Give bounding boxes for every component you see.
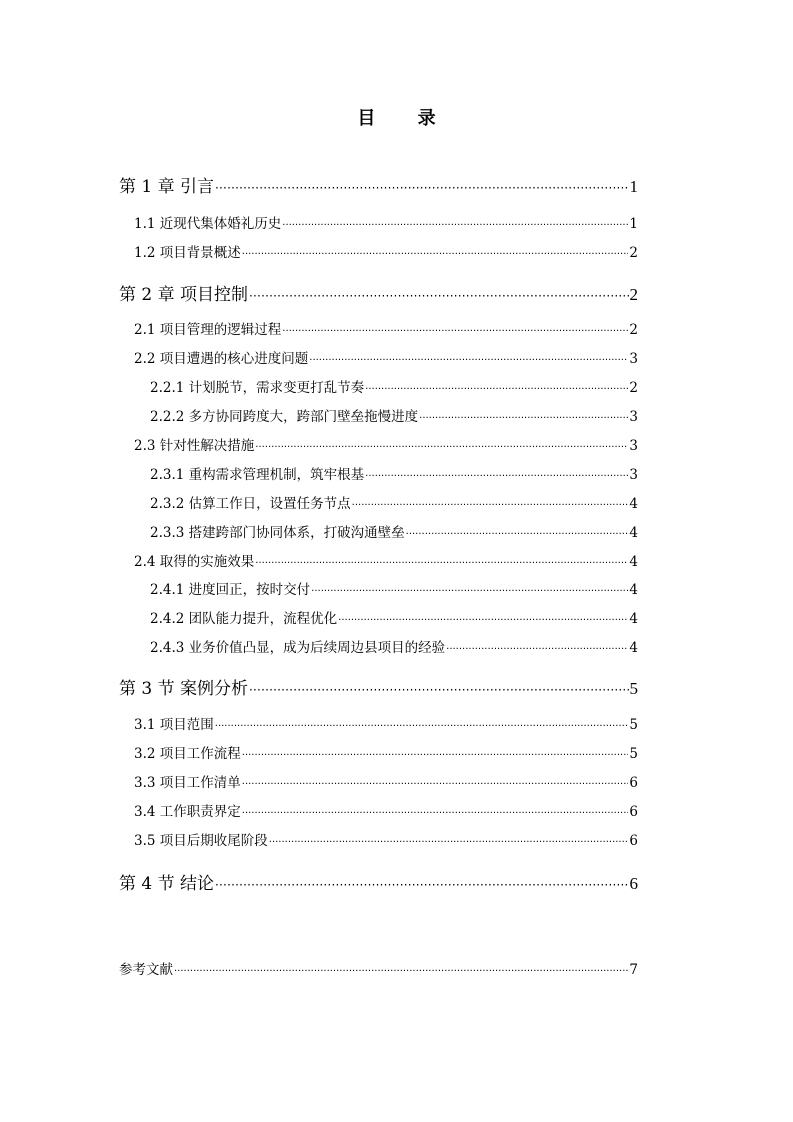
dot-leader	[311, 586, 628, 597]
toc-entry-page-number: 3	[629, 409, 638, 425]
dot-leader	[446, 644, 628, 655]
toc-entry-page-number: 3	[629, 351, 638, 367]
toc-entry-label: 2.4.1 进度回正，按时交付	[150, 582, 311, 598]
toc-entry-page-number: 2	[629, 322, 638, 338]
toc-entry-page-number: 2	[629, 285, 638, 304]
toc-entry-page-number: 4	[629, 554, 638, 570]
dot-leader	[174, 966, 628, 977]
toc-entry-page-number: 1	[629, 216, 638, 232]
toc-entry-label: 第 4 节 结论	[119, 874, 215, 894]
toc-entry-page-number: 3	[629, 438, 638, 454]
toc-entry-subsection[interactable]	[150, 492, 638, 512]
dot-leader	[365, 384, 628, 395]
toc-entry-page-number: 6	[629, 833, 638, 849]
toc-entry-subsection[interactable]	[150, 578, 638, 598]
toc-entry-page-number: 6	[629, 775, 638, 791]
toc-entry-page-number: 6	[629, 804, 638, 820]
dot-leader	[309, 355, 628, 366]
toc-entry-page-number: 5	[629, 679, 638, 698]
toc-entry-label: 3.4 工作职责界定	[134, 804, 241, 820]
toc-entry-label: 2.2.2 多方协同跨度大，跨部门壁垒拖慢进度	[150, 409, 419, 425]
toc-entry-page-number: 7	[629, 962, 638, 978]
dot-leader	[255, 558, 628, 569]
dot-leader	[249, 289, 628, 303]
dot-leader	[365, 471, 628, 482]
toc-entry-label: 1.2 项目背景概述	[134, 245, 241, 261]
toc-entry-section[interactable]	[134, 713, 638, 733]
toc-entry-section[interactable]	[134, 347, 638, 367]
toc-entry-reference[interactable]	[119, 958, 638, 978]
toc-entry-page-number: 2	[629, 380, 638, 396]
toc-entry-label: 2.4 取得的实施效果	[134, 554, 255, 570]
toc-entry-subsection[interactable]	[150, 607, 638, 627]
dot-leader	[242, 808, 629, 819]
toc-entry-label: 2.1 项目管理的逻辑过程	[134, 322, 282, 338]
toc-entry-label: 第 3 节 案例分析	[119, 679, 249, 699]
toc-entry-section[interactable]	[134, 550, 638, 570]
dot-leader	[249, 683, 628, 697]
toc-entry-page-number: 3	[629, 467, 638, 483]
toc-entry-subsection[interactable]	[150, 405, 638, 425]
toc-entry-page-number: 4	[629, 525, 638, 541]
toc-entry-page-number: 5	[629, 717, 638, 733]
toc-entry-label: 3.2 项目工作流程	[134, 746, 241, 762]
toc-entry-section[interactable]	[134, 434, 638, 454]
toc-entry-page-number: 2	[629, 245, 638, 261]
dot-leader	[406, 529, 629, 540]
toc-entry-section[interactable]	[134, 829, 638, 849]
toc-entry-chapter[interactable]	[119, 674, 638, 699]
toc-entry-page-number: 6	[629, 874, 638, 893]
dot-leader	[338, 615, 628, 626]
dot-leader	[215, 721, 629, 732]
toc-entry-label: 2.3 针对性解决措施	[134, 438, 255, 454]
toc-entry-page-number: 5	[629, 746, 638, 762]
toc-entry-page-number: 4	[629, 611, 638, 627]
toc-entry-subsection[interactable]	[150, 636, 638, 656]
toc-entry-label: 2.4.2 团队能力提升，流程优化	[150, 611, 338, 627]
toc-entry-page-number: 4	[629, 640, 638, 656]
toc-entry-label: 参考文献	[119, 962, 173, 978]
toc-entry-label: 2.4.3 业务价值凸显，成为后续周边县项目的经验	[150, 640, 446, 656]
dot-leader	[282, 220, 628, 231]
toc-title: 目 录	[357, 108, 454, 129]
toc-entry-label: 1.1 近现代集体婚礼历史	[134, 216, 282, 232]
dot-leader	[282, 326, 628, 337]
toc-entry-label: 3.1 项目范围	[134, 717, 214, 733]
dot-leader	[242, 779, 629, 790]
toc-entry-label: 2.3.2 估算工作日，设置任务节点	[150, 496, 351, 512]
toc-entry-section[interactable]	[134, 742, 638, 762]
toc-entry-label: 3.3 项目工作清单	[134, 775, 241, 791]
toc-entry-chapter[interactable]	[119, 280, 638, 305]
toc-entry-section[interactable]	[134, 241, 638, 261]
toc-entry-label: 第 1 章 引言	[119, 177, 215, 197]
toc-entry-label: 3.5 项目后期收尾阶段	[134, 833, 268, 849]
toc-entry-subsection[interactable]	[150, 376, 638, 396]
toc-entry-label: 2.3.1 重构需求管理机制，筑牢根基	[150, 467, 365, 483]
toc-entry-section[interactable]	[134, 771, 638, 791]
toc-entry-label: 2.2.1 计划脱节，需求变更打乱节奏	[150, 380, 365, 396]
dot-leader	[242, 249, 629, 260]
toc-entry-section[interactable]	[134, 800, 638, 820]
dot-leader	[255, 442, 628, 453]
toc-entry-page-number: 1	[629, 177, 638, 196]
toc-entry-chapter[interactable]	[119, 172, 638, 197]
toc-entry-chapter[interactable]	[119, 869, 638, 894]
toc-entry-subsection[interactable]	[150, 463, 638, 483]
toc-entry-page-number: 4	[629, 496, 638, 512]
toc-entry-section[interactable]	[134, 318, 638, 338]
dot-leader	[215, 878, 628, 892]
dot-leader	[269, 837, 629, 848]
toc-entry-label: 2.3.3 搭建跨部门协同体系，打破沟通壁垒	[150, 525, 405, 541]
dot-leader	[419, 413, 628, 424]
dot-leader	[352, 500, 629, 511]
toc-entry-section[interactable]	[134, 212, 638, 232]
dot-leader	[215, 181, 628, 195]
toc-entry-label: 2.2 项目遭遇的核心进度问题	[134, 351, 309, 367]
toc-entry-subsection[interactable]	[150, 521, 638, 541]
toc-entry-label: 第 2 章 项目控制	[119, 285, 249, 305]
dot-leader	[242, 750, 629, 761]
toc-entry-page-number: 4	[629, 582, 638, 598]
